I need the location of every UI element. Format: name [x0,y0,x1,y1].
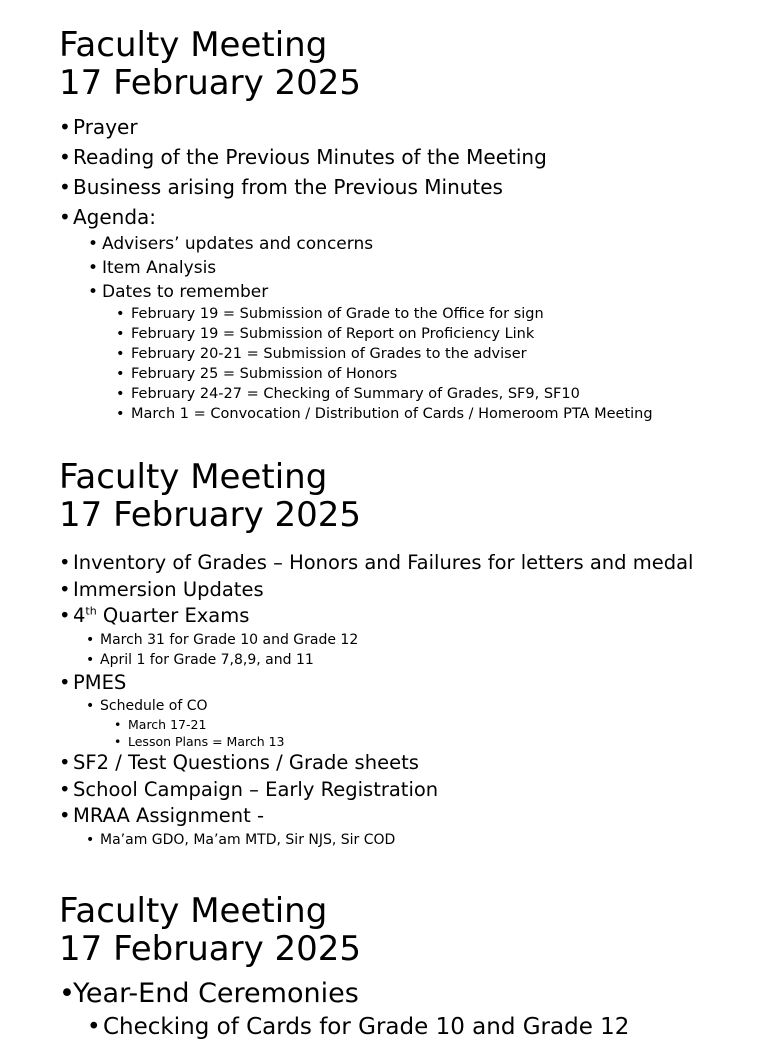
sub-list-item [59,696,759,716]
title-line-1: Faculty Meeting [59,891,328,931]
bullet-icon: • [59,777,71,801]
item-text: February 19 = Submission of Report on Proficiency Link [131,326,535,342]
bullet-icon: • [59,551,71,574]
list-item [59,112,759,142]
sub-list-item [59,256,759,280]
item-text: Reading of the Previous Minutes of the Meeting [73,145,547,169]
item-text: February 20-21 = Submission of Grades to the adviser [131,346,527,362]
bullet-icon: • [59,175,71,199]
bullet-icon: • [87,1014,101,1040]
date-item [59,364,759,384]
bullet-icon: • [59,751,71,774]
sub-list-item [59,630,759,650]
item-text: Dates to remember [102,282,269,302]
bullet-icon: • [59,205,71,229]
bullet-icon: • [116,386,125,402]
bullet-list [59,976,759,1042]
item-text: February 25 = Submission of Honors [131,366,398,382]
sub-sub-list-item [59,733,759,750]
item-text: February 24-27 = Checking of Summary of Grades, SF9, SF10 [131,386,580,402]
bullet-icon: • [59,577,71,601]
item-text: PMES [73,670,127,694]
bullet-icon: • [88,258,99,278]
bullet-icon: • [116,366,125,382]
list-item [59,142,759,172]
bullet-list [59,112,759,424]
item-text: March 17-21 [128,717,207,732]
list-item [59,750,759,777]
list-item [59,670,759,697]
sub-list-item [59,232,759,256]
bullet-icon: • [116,306,125,322]
bullet-icon: • [59,670,71,694]
item-text: Item Analysis [102,258,217,278]
sub-list-item [59,830,759,850]
slide-title [59,26,759,102]
title-line-1: Faculty Meeting [59,25,328,65]
bullet-icon: • [86,631,95,648]
item-text: April 1 for Grade 7,8,9, and 11 [100,651,314,668]
list-item [59,803,759,830]
date-item [59,344,759,364]
bullet-icon: • [114,717,122,732]
item-text: Immersion Updates [73,577,264,601]
bullet-icon: • [86,651,95,668]
bullet-icon: • [116,326,125,342]
title-line-2: 17 February 2025 [59,929,362,969]
bullet-icon: • [59,604,71,627]
item-text: March 1 = Convocation / Distribution of Cards / Homeroom PTA Meeting [131,406,653,422]
bullet-icon: • [88,234,99,254]
item-text: Agenda: [73,205,157,229]
item-text: Inventory of Grades – Honors and Failures for letters and medal [73,551,694,574]
bullet-icon: • [59,115,71,139]
item-text: Lesson Plans = March 13 [128,734,285,749]
list-item [59,550,759,577]
list-item [59,603,759,630]
slide-2 [59,458,759,850]
bullet-icon: • [116,406,125,422]
slide-1 [59,26,759,424]
bullet-icon: • [59,804,71,827]
item-text: March 31 for Grade 10 and Grade 12 [100,631,359,648]
title-line-2: 17 February 2025 [59,495,362,535]
list-item [59,202,759,232]
item-text: School Campaign – Early Registration [73,777,439,801]
sub-list-item [59,280,759,304]
sub-list-item [59,1012,759,1042]
bullet-icon: • [116,346,125,362]
bullet-icon: • [86,698,95,714]
item-text: February 19 = Submission of Grade to the Office for sign [131,306,544,322]
slide-title [59,892,759,968]
bullet-icon: • [59,145,71,169]
exam-number: 4 [73,604,86,627]
slide-title [59,458,759,534]
item-text: MRAA Assignment - [73,804,265,827]
list-item [59,976,759,1012]
date-item [59,384,759,404]
bullet-icon: • [114,734,122,749]
title-line-2: 17 February 2025 [59,63,362,103]
list-item [59,577,759,604]
item-text: SF2 / Test Questions / Grade sheets [73,751,419,774]
item-text: Business arising from the Previous Minutes [73,175,503,199]
bullet-icon: • [88,282,99,302]
item-text: Schedule of CO [100,698,208,714]
item-text: Prayer [73,115,138,139]
date-item [59,304,759,324]
bullet-list [59,550,759,850]
slide-3 [59,892,759,1042]
list-item [59,777,759,804]
list-item [59,172,759,202]
bullet-icon: • [86,831,95,848]
date-item [59,324,759,344]
date-item [59,404,759,424]
item-text: Ma’am GDO, Ma’am MTD, Sir NJS, Sir COD [100,831,396,848]
item-text [73,603,249,630]
item-text: Checking of Cards for Grade 10 and Grade 12 [103,1014,630,1040]
sub-sub-list-item [59,716,759,733]
item-text: Advisers’ updates and concerns [102,234,374,254]
item-text: Year-End Ceremonies [73,978,359,1009]
ordinal-suffix: th [85,604,97,618]
exam-label: Quarter Exams [96,604,250,627]
bullet-icon: • [59,978,75,1009]
sub-list-item [59,650,759,670]
title-line-1: Faculty Meeting [59,457,328,497]
